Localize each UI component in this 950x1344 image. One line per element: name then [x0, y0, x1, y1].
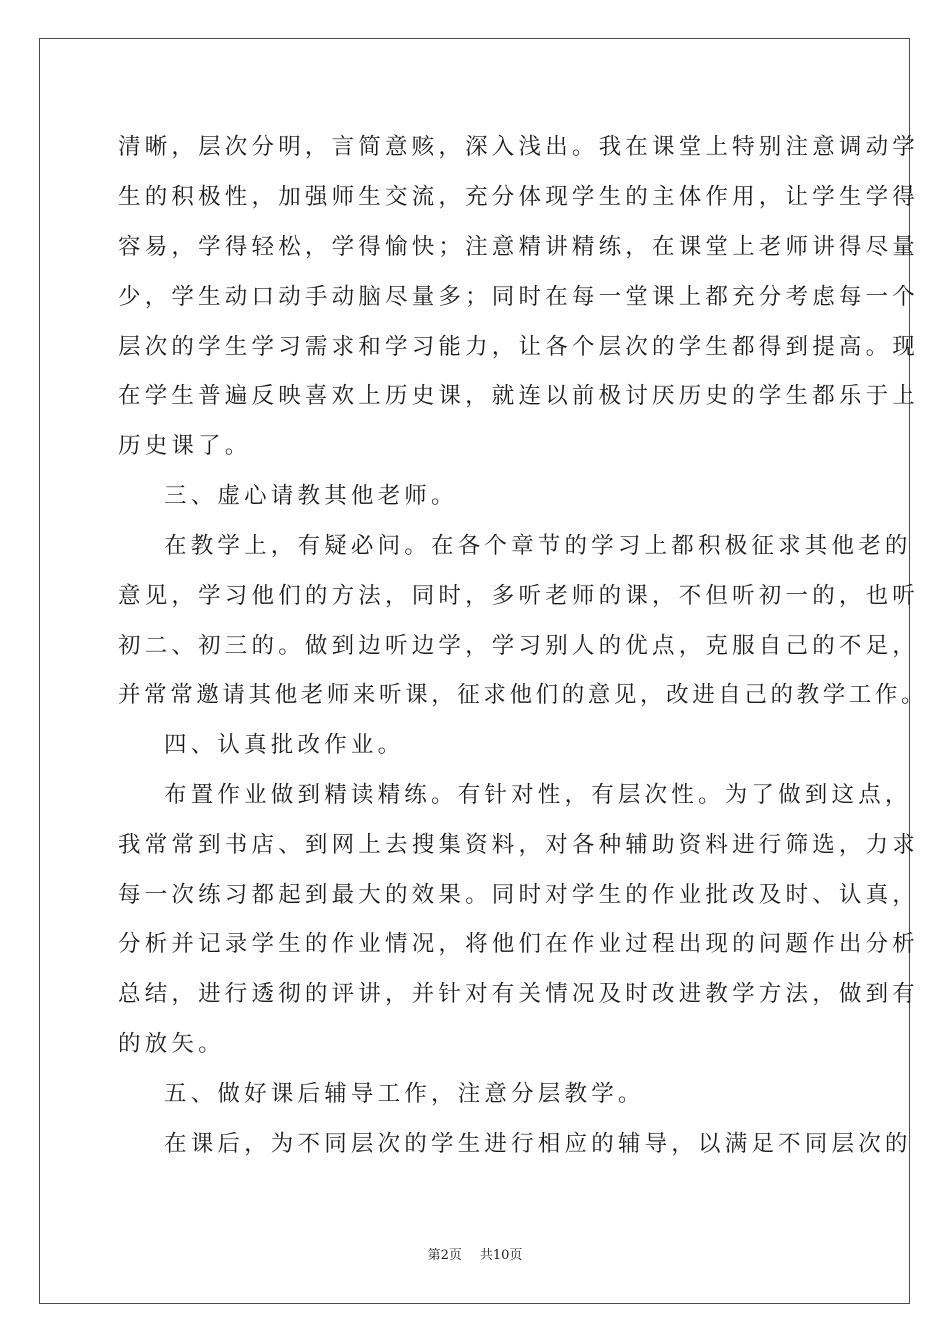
page-number: 第2页	[427, 1248, 462, 1263]
text-line: 分析并记录学生的作业情况，将他们在作业过程出现的问题作出分析	[118, 931, 920, 957]
text-line: 在课后，为不同层次的学生进行相应的辅导，以满足不同层次的	[164, 1131, 912, 1157]
text-line: 并常常邀请其他老师来听课，征求他们的意见，改进自己的教学工作。	[118, 682, 928, 708]
page-total: 共10页	[479, 1248, 523, 1263]
text-line: 层次的学生学习需求和学习能力，让各个层次的学生都得到提高。现	[118, 334, 920, 360]
page-border	[39, 38, 910, 1304]
text-line: 初二、初三的。做到边听边学，学习别人的优点，克服自己的不足，	[118, 633, 920, 659]
text-line: 少，学生动口动手动脑尽量多；同时在每一堂课上都充分考虑每一个	[118, 284, 920, 310]
section-heading: 四、认真批改作业。	[164, 732, 405, 758]
text-line: 清晰，层次分明，言简意赅，深入浅出。我在课堂上特别注意调动学	[118, 134, 920, 160]
text-line: 我常常到书店、到网上去搜集资料，对各种辅助资料进行筛选，力求	[118, 832, 920, 858]
text-line: 的放矢。	[118, 1031, 225, 1057]
text-line: 在学生普遍反映喜欢上历史课，就连以前极讨厌历史的学生都乐于上	[118, 383, 920, 409]
text-line: 每一次练习都起到最大的效果。同时对学生的作业批改及时、认真，	[118, 882, 920, 908]
text-line: 容易，学得轻松，学得愉快；注意精讲精练，在课堂上老师讲得尽量	[118, 234, 920, 260]
text-line: 布置作业做到精读精练。有针对性，有层次性。为了做到这点，	[164, 782, 912, 808]
text-line: 意见，学习他们的方法，同时，多听老师的课，不但听初一的，也听	[118, 583, 920, 609]
section-heading: 五、做好课后辅导工作，注意分层教学。	[164, 1081, 645, 1107]
text-line: 历史课了。	[118, 433, 252, 459]
page-footer	[0, 1244, 950, 1263]
section-heading: 三、虚心请教其他老师。	[164, 483, 458, 509]
text-line: 总结，进行透彻的评讲，并针对有关情况及时改进教学方法，做到有	[118, 981, 920, 1007]
text-line: 在教学上，有疑必问。在各个章节的学习上都积极征求其他老的	[164, 533, 912, 559]
text-line: 生的积极性，加强师生交流，充分体现学生的主体作用，让学生学得	[118, 184, 920, 210]
